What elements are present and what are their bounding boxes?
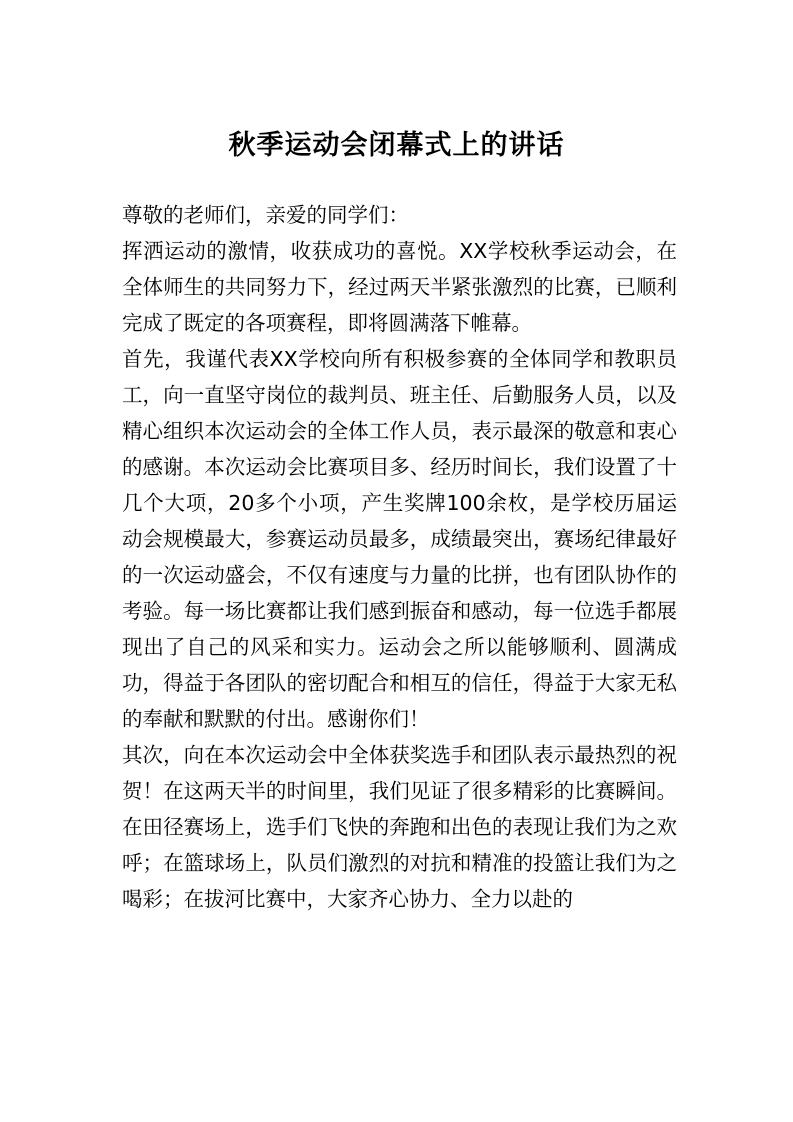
- body-paragraph: 挥洒运动的激情，收获成功的喜悦。XX学校秋季运动会，在全体师生的共同努力下，经过两天半紧张激烈的比赛，已顺利完成了既定的各项赛程，即将圆满落下帷幕。: [122, 239, 677, 335]
- body-paragraph: 首先，我谨代表XX学校向所有积极参赛的全体同学和教职员工，向一直坚守岗位的裁判员、班主任、后勤服务人员，以及精心组织本次运动会的全体工作人员，表示最深的敬意和衷心的感谢。本次运动会比赛项目多、经历时间长，我们设置了十几个大项，20多个小项，产生奖牌100余枚，是学校历届运动会规模最大，参赛运动员最多，成绩最突出，赛场纪律最好的一次运动盛会，不仅有速度与力量的比拼，也有团队协作的考验。每一场比赛都让我们感到振奋和感动，每一位选手都展现出了自己的风采和实力。运动会之所以能够顺利、圆满成功，得益于各团队的密切配合和相互的信任，得益于大家无私的奉献和默默的付出。感谢你们！: [122, 347, 677, 731]
- body-paragraph: 其次，向在本次运动会中全体获奖选手和团队表示最热烈的祝贺！在这两天半的时间里，我们见证了很多精彩的比赛瞬间。在田径赛场上，选手们飞快的奔跑和出色的表现让我们为之欢呼；在篮球场上，队员们激烈的对抗和精准的投篮让我们为之喝彩；在拔河比赛中，大家齐心协力、全力以赴的: [122, 743, 677, 911]
- document-body: [122, 197, 677, 917]
- document-title: 秋季运动会闭幕式上的讲话: [228, 130, 565, 161]
- salutation-paragraph: 尊敬的老师们，亲爱的同学们：: [122, 203, 409, 227]
